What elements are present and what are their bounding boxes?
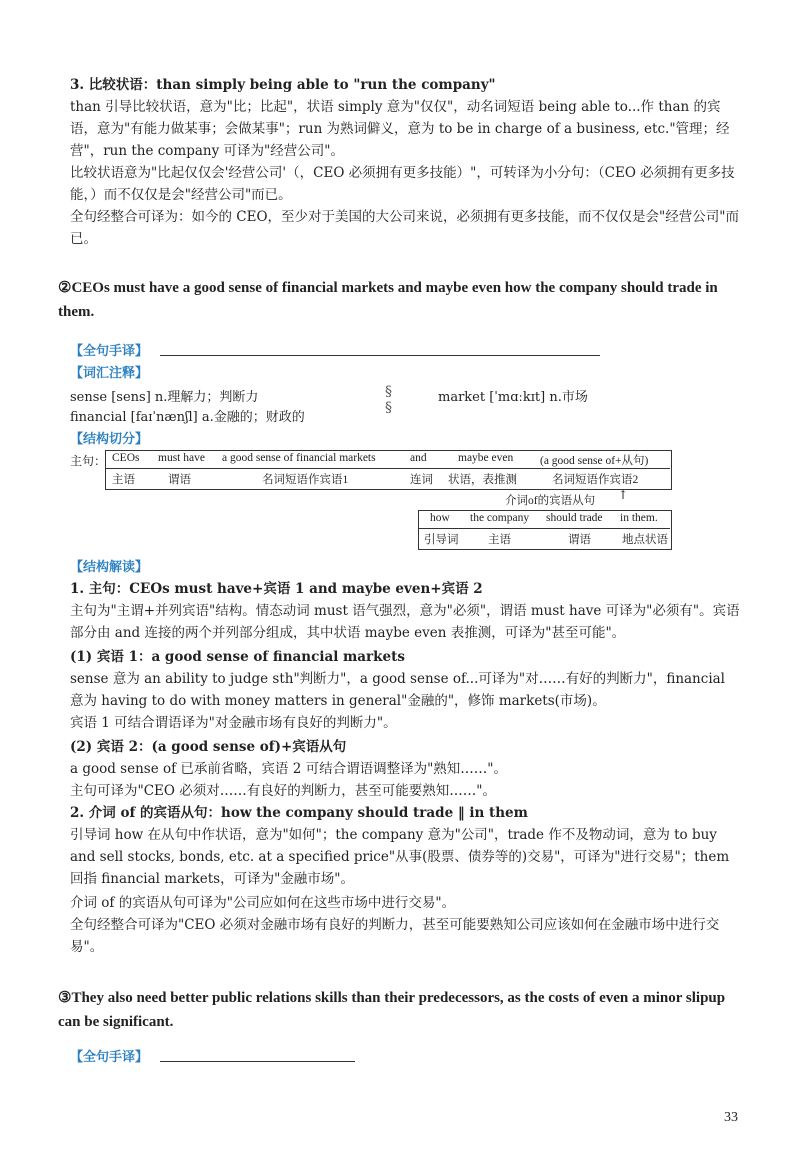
vocab-financial: financial [faɪˈnænʃl] a.金融的；财政的 bbox=[70, 410, 305, 425]
struct-word: a good sense of financial markets bbox=[222, 452, 376, 464]
sentence-3: ③They also need better public relations skills than their predecessors, as the costs of even a minor slipup can be significant. bbox=[58, 990, 726, 1030]
struct-role: 谓语 bbox=[568, 534, 591, 546]
struct-role: 谓语 bbox=[168, 474, 191, 486]
vocab-sense: sense [sens] n.理解力；判断力 bbox=[70, 390, 259, 405]
subclause-divider bbox=[418, 528, 670, 529]
struct-role: 名词短语作宾语1 bbox=[262, 474, 349, 486]
paragraph: than 引导比较状语，意为"比；比起"，状语 simply 意为"仅仅"，动名词短语 being able to...作 than 的宾语，意为"有能力做某事；会做某事"；run 为熟词僻义，意为 to be in charge of a business, etc."管理；经营"，run the company 可译为"经营公司"。 bbox=[70, 99, 730, 159]
paragraph: 主句可译为"CEO 必须对……有良好的判断力，甚至可能要熟知……"。 bbox=[70, 783, 496, 799]
struct-role: 主语 bbox=[112, 474, 135, 486]
struct-word: the company bbox=[470, 512, 530, 524]
struct-word: in them. bbox=[620, 512, 658, 524]
struct-role: 地点状语 bbox=[622, 534, 668, 546]
paragraph: a good sense of 已承前省略，宾语 2 可结合谓语调整译为"熟知……"。 bbox=[70, 761, 507, 777]
answer-line[interactable] bbox=[160, 1061, 355, 1062]
clause-label: 介词of的宾语从句 bbox=[505, 495, 596, 507]
section-heading: 3. 比较状语：than simply being able to "run the company" bbox=[70, 77, 496, 93]
explain-subheading: (1) 宾语 1：a good sense of financial markets bbox=[70, 649, 405, 665]
paragraph: 引导词 how 在从句中作状语，意为"如何"；the company 意为"公司"，trade 作不及物动词，意为 to buy and sell stocks, bonds, etc. at a specified price"从事(股票、债券等的)交易"，可译为"进行交易"；them 回指 financial markets，可译为"金融市场"。 bbox=[70, 827, 730, 887]
paragraph: 全句经整合可译为：如今的 CEO，至少对于美国的大公司来说，必须拥有更多技能，而不仅仅是会"经营公司"而已。 bbox=[70, 209, 739, 247]
struct-role: 状语，表推测 bbox=[448, 474, 517, 486]
struct-role: 引导词 bbox=[424, 534, 459, 546]
vocab-tag: 【词汇注释】 bbox=[70, 365, 149, 380]
struct-word: must have bbox=[158, 452, 205, 464]
paragraph: sense 意为 an ability to judge sth"判断力"，a good sense of...可译为"对……有好的判断力"，financial 意为 having to do with money matters in general"金融的"，修饰 markets(市场)。 bbox=[70, 671, 725, 709]
translate-tag: 【全句手译】 bbox=[70, 343, 149, 358]
translate-tag: 【全句手译】 bbox=[70, 1049, 149, 1064]
explain-tag: 【结构解读】 bbox=[70, 559, 149, 574]
paragraph: 介词 of 的宾语从句可译为"公司应如何在这些市场中进行交易"。 bbox=[70, 895, 456, 911]
struct-word: maybe even bbox=[458, 452, 514, 464]
struct-word: should trade bbox=[546, 512, 603, 524]
struct-word: (a good sense of+从句) bbox=[540, 455, 649, 467]
struct-role: 主语 bbox=[488, 534, 511, 546]
vocab-market: market [ˈmɑːkɪt] n.市场 bbox=[438, 390, 588, 405]
explain-heading: 2. 介词 of 的宾语从句：how the company should trade ‖ in them bbox=[70, 805, 528, 821]
struct-role: 连词 bbox=[410, 474, 433, 486]
paragraph: 宾语 1 可结合谓语译为"对金融市场有良好的判断力"。 bbox=[70, 715, 397, 731]
main-clause-label: 主句： bbox=[70, 454, 107, 468]
page-number: 33 bbox=[724, 1110, 738, 1125]
explain-subheading: (2) 宾语 2：(a good sense of)+宾语从句 bbox=[70, 739, 347, 755]
paragraph: 全句经整合可译为"CEO 必须对金融市场有良好的判断力，甚至可能要熟知公司应该如何在金融市场中进行交易"。 bbox=[70, 917, 720, 955]
paragraph: 比较状语意为"比起仅仅会'经营公司'（，CEO 必须拥有更多技能）"，可转译为小分句：（CEO 必须拥有更多技能，）而不仅仅是会"经营公司"而已。 bbox=[70, 165, 735, 203]
struct-word: CEOs bbox=[112, 452, 140, 464]
structure-divider bbox=[105, 468, 670, 469]
struct-word: how bbox=[430, 512, 450, 524]
cut-tag: 【结构切分】 bbox=[70, 431, 149, 446]
paragraph: 主句为"主谓+并列宾语"结构。情态动词 must 语气强烈，意为"必须"，谓语 must have 可译为"必须有"。宾语部分由 and 连接的两个并列部分组成，其中状语 maybe even 表推测，可译为"甚至可能"。 bbox=[70, 603, 740, 641]
answer-line[interactable] bbox=[160, 355, 600, 356]
explain-heading: 1. 主句：CEOs must have+宾语 1 and maybe even+宾语 2 bbox=[70, 581, 483, 597]
sentence-2: ②CEOs must have a good sense of financial markets and maybe even how the company should trade in them. bbox=[58, 280, 718, 320]
divider-squiggle: § § bbox=[385, 384, 392, 416]
struct-role: 名词短语作宾语2 bbox=[552, 474, 639, 486]
arrow-up-icon: ↑ bbox=[618, 488, 629, 502]
struct-word: and bbox=[410, 452, 427, 464]
